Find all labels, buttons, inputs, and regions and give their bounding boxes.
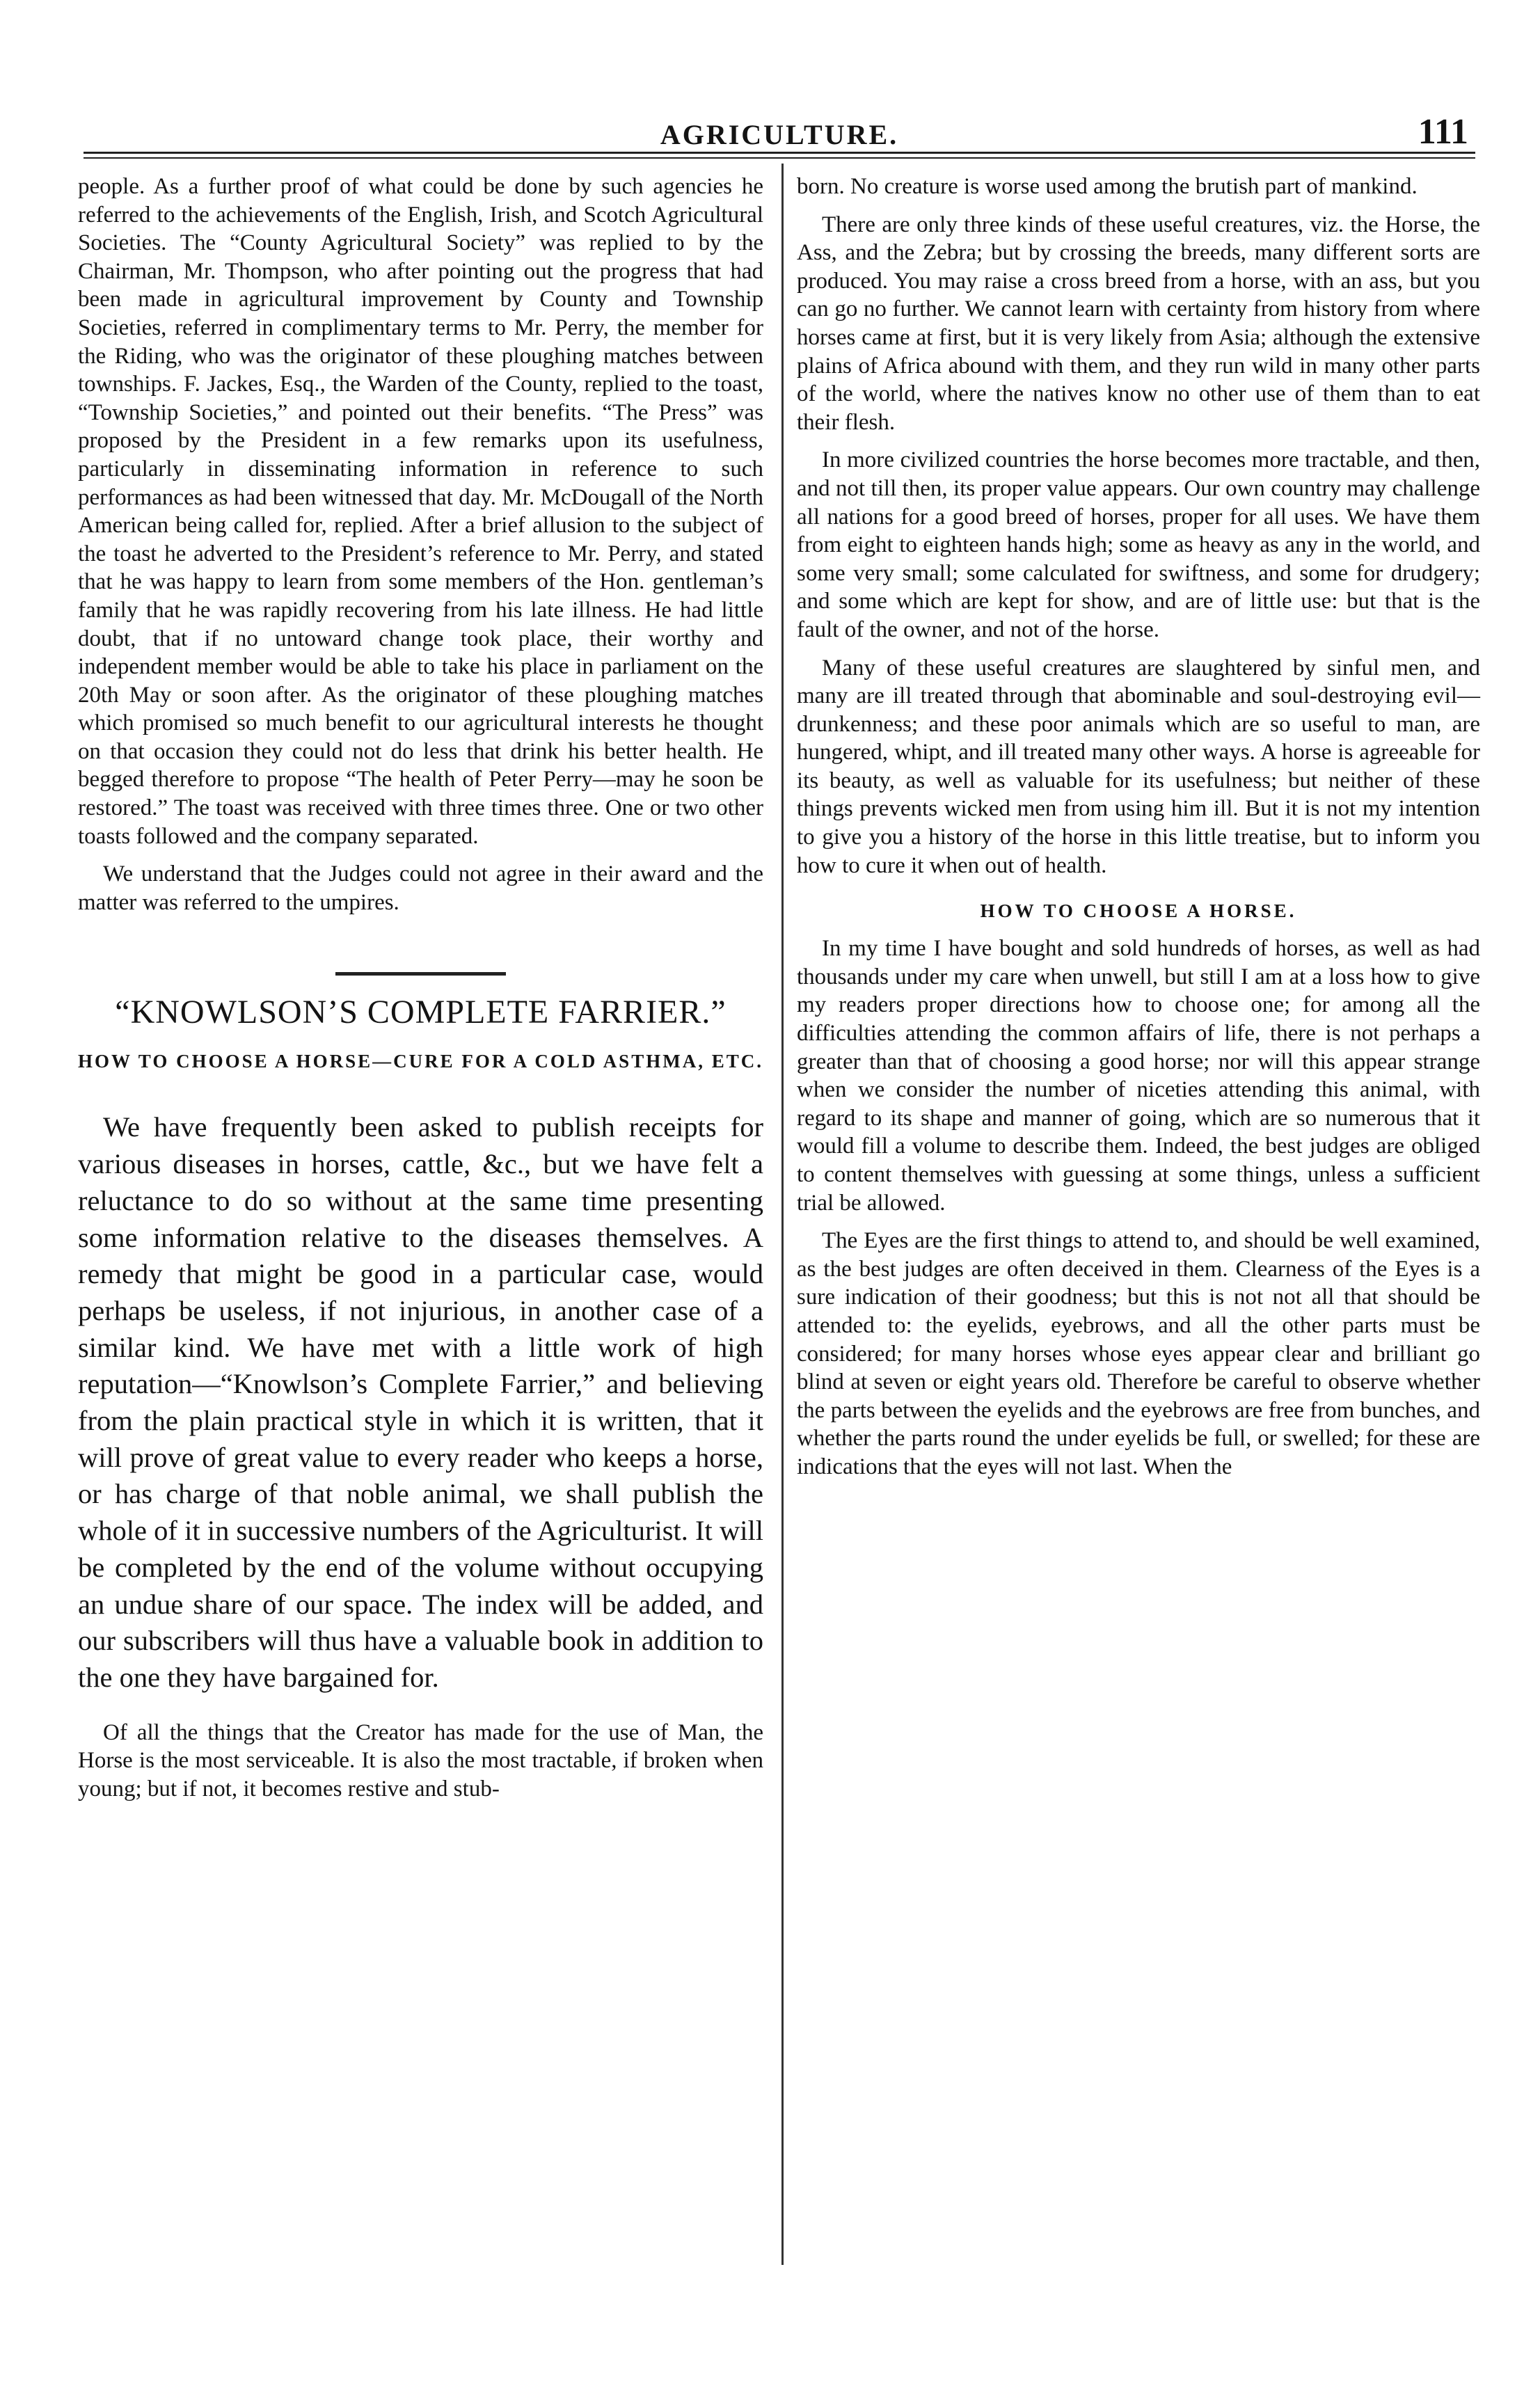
right-column xyxy=(797,173,1480,1481)
running-head: AGRICULTURE. xyxy=(660,119,899,150)
left-paragraph-4: Of all the things that the Creator has made for the use of Man, the Horse is the most serviceable. It is also the most tractable, if broken when young; but if not, it becomes restive and stub- xyxy=(78,1719,763,1802)
left-paragraph-1: people. As a further proof of what could be done by such agencies he referred to the achievements of the English, Irish, and Scotch Agricultural Societies. The “County Agricultural Society” was replied to by the Chairman, Mr. Thompson, who after pointing out the progress that had been made in agricultural improvement by County and Township Societies, referred in complimentary terms to Mr. Perry, the member for the Riding, who was the originator of these ploughing matches between townships. F. Jackes, Esq., the Warden of the County, replied to the toast, “Township Societies,” and pointed out their benefits. “The Press” was proposed by the President in a few remarks upon its usefulness, particularly in disseminating information in reference to such performances as had been witnessed that day. Mr. McDougall of the North American being called for, replied. After a brief allusion to the subject of the toast he adverted to the President’s reference to Mr. Perry, and stated that he was happy to learn from some members of the Hon. gentleman’s family that he was rapidly recovering from his late illness. He had little doubt, that if no untoward change took place, their worthy and independent member would be able to take his place in parliament on the 20th May or soon after. As the originator of these ploughing matches which promised so much benefit to our agricultural interests he thought on that occasion they could not do less that drink his better health. He begged therefore to propose “The health of Peter Perry—may he soon be restored.” The toast was received with three times three. One or two other toasts followed and the company separated. xyxy=(78,174,763,849)
left-column xyxy=(78,173,763,1803)
right-paragraph-4: Many of these useful creatures are slaughtered by sinful men, and many are ill treated through that abominable and soul-destroying evil—drunkenness; and these poor animals which are so useful to man, are hungered, whipt, and ill treated many other ways. A horse is agreeable for its beauty, as well as valuable for its usefulness; but neither of these things prevents wicked men from using him ill. But it is not my intention to give you a history of the horse in this little treatise, but to inform you how to cure it when out of health. xyxy=(797,655,1480,878)
left-paragraph-3: We have frequently been asked to publish receipts for various diseases in horses, cattle, &c., but we have felt a reluctance to do so without at the same time presenting some information relative to the diseases themselves. A remedy that might be good in a particular case, would perhaps be useless, if not injurious, in another case of a similar kind. We have met with a little work of high reputation—“Knowlson’s Complete Farrier,” and believing from the plain practical style in which it is written, that it will prove of great value to every reader who keeps a horse, or has charge of that noble animal, we shall publish the whole of it in successive numbers of the Agriculturist. It will be completed by the end of the volume without occupying an undue share of our space. The index will be added, and our subscribers will thus have a valuable book in addition to the one they have bargained for. xyxy=(78,1111,763,1693)
right-paragraph-5: In my time I have bought and sold hundreds of horses, as well as had thousands under my care when unwell, but still I am at a loss how to give my readers proper directions how to choose one; for among all the difficulties attending the common affairs of life, there is not perhaps a greater than that of choosing a good horse; nor will this appear strange when we consider the number of niceties attending this animal, with regard to its shape and manner of going, which are so numerous that it would fill a volume to describe them. Indeed, the best judges are obliged to content themselves with guessing at some things, unless a sufficient trial be allowed. xyxy=(797,936,1480,1216)
article-title: “KNOWLSON’S COMPLETE FARRIER.” xyxy=(78,972,763,1031)
page-number: 111 xyxy=(1418,112,1468,152)
header-rule xyxy=(84,152,1475,159)
right-paragraph-1: born. No creature is worse used among the brutish part of mankind. xyxy=(797,174,1418,199)
right-paragraph-6: The Eyes are the first things to attend to, and should be well examined, as the best judges are often deceived in them. Clearness of the Eyes is a sure indication of their goodness; but this is not not all that should be attended to: the eyelids, eyebrows, and all the other parts must be considered; for many horses whose eyes appear clear and brilliant go blind at seven or eight years old. Therefore be careful to observe whether the parts between the eyelids and the eyebrows are free from bunches, and whether the parts round the under eyelids be full, or swelled; for these are indications that the eyes will not last. When the xyxy=(797,1228,1480,1479)
column-divider xyxy=(781,164,784,2265)
section-heading: HOW TO CHOOSE A HORSE. xyxy=(980,900,1297,922)
right-paragraph-3: In more civilized countries the horse becomes more tractable, and then, and not till then, its proper value appears. Our own country may challenge all nations for a good breed of horses, proper for all uses. We have them from eight to eighteen hands high; some as heavy as any in the world, and some very small; some calculated for swiftness, and some for drudgery; and some which are kept for show, and are of little use: but that is the fault of the owner, and not of the horse. xyxy=(797,447,1480,642)
article-subtitle: HOW TO CHOOSE A HORSE—CURE FOR A COLD ASTHMA, ETC. xyxy=(78,1051,763,1072)
right-paragraph-2: There are only three kinds of these useful creatures, viz. the Horse, the Ass, and the Zebra; but by crossing the breeds, many different sorts are produced. You may raise a cross breed from a horse, with an ass, but you can go no further. We cannot learn with certainty from history from where horses came at first, but it is very likely from Asia; although the extensive plains of Africa abound with them, and they run wild in many other parts of the world, where the natives know no other use of them than to eat their flesh. xyxy=(797,212,1480,435)
left-paragraph-2: We understand that the Judges could not agree in their award and the matter was referred to the umpires. xyxy=(78,861,763,915)
